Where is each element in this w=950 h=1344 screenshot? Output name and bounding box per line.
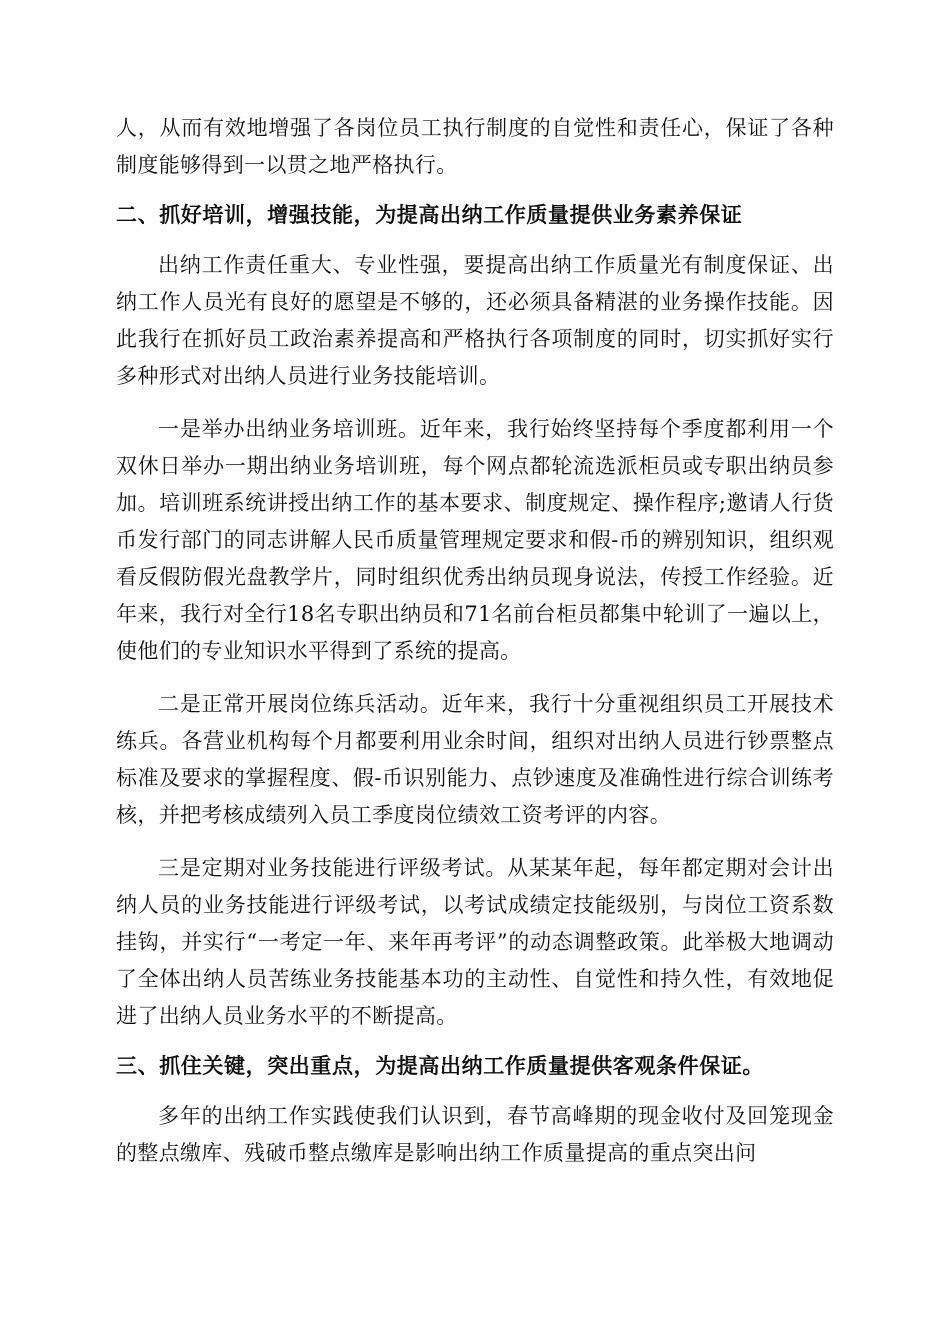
paragraph-continuation: 人，从而有效地增强了各岗位员工执行制度的自觉性和责任心，保证了各种制度能够得到一以贯之地严格执行。 [116, 116, 834, 177]
paragraph-skill-practice: 二是正常开展岗位练兵活动。近年来，我行十分重视组织员工开展技术练兵。各营业机构每个月都要利用业余时间，组织对出纳人员进行钞票整点标准及要求的掌握程度、假-币识别能力、点钞速度及准确性进行综合训练考核，并把考核成绩列入员工季度岗位绩效工资考评的内容。 [116, 692, 834, 827]
section-heading-2: 二、抓好培训，增强技能，为提高出纳工作质量提供业务素养保证 [116, 203, 743, 227]
paragraph-key-points: 多年的出纳工作实践使我们认识到，春节高峰期的现金收付及回笼现金的整点缴库、残破币整点缴库是影响出纳工作质量提高的重点突出问 [116, 1104, 834, 1165]
paragraph-grading-exam: 三是定期对业务技能进行评级考试。从某某年起，每年都定期对会计出纳人员的业务技能进行评级考试，以考试成绩定技能级别，与岗位工资系数挂钩，并实行“一考定一年、来年再考评”的动态调整政策。此举极大地调动了全体出纳人员苦练业务技能基本功的主动性、自觉性和持久性，有效地促进了出纳人员业务水平的不断提高。 [116, 856, 834, 1028]
section-heading-3: 三、抓住关键，突出重点，为提高出纳工作质量提供客观条件保证。 [116, 1054, 764, 1078]
document-body [116, 110, 834, 1172]
paragraph-training-intro: 出纳工作责任重大、专业性强，要提高出纳工作质量光有制度保证、出纳工作人员光有良好的愿望是不够的，还必须具备精湛的业务操作技能。因此我行在抓好员工政治素养提高和严格执行各项制度的同时，切实抓好实行多种形式对出纳人员进行业务技能培训。 [116, 253, 834, 388]
paragraph-training-class: 一是举办出纳业务培训班。近年来，我行始终坚持每个季度都利用一个双休日举办一期出纳业务培训班，每个网点都轮流选派柜员或专职出纳员参加。培训班系统讲授出纳工作的基本要求、制度规定、操作程序;邀请人行货币发行部门的同志讲解人民币质量管理规定要求和假-币的辨别知识，组织观看反假防假光盘教学片，同时组织优秀出纳员现身说法，传授工作经验。近年来，我行对全行18名专职出纳员和71名前台柜员都集中轮训了一遍以上，使他们的专业知识水平得到了系统的提高。 [116, 417, 834, 663]
